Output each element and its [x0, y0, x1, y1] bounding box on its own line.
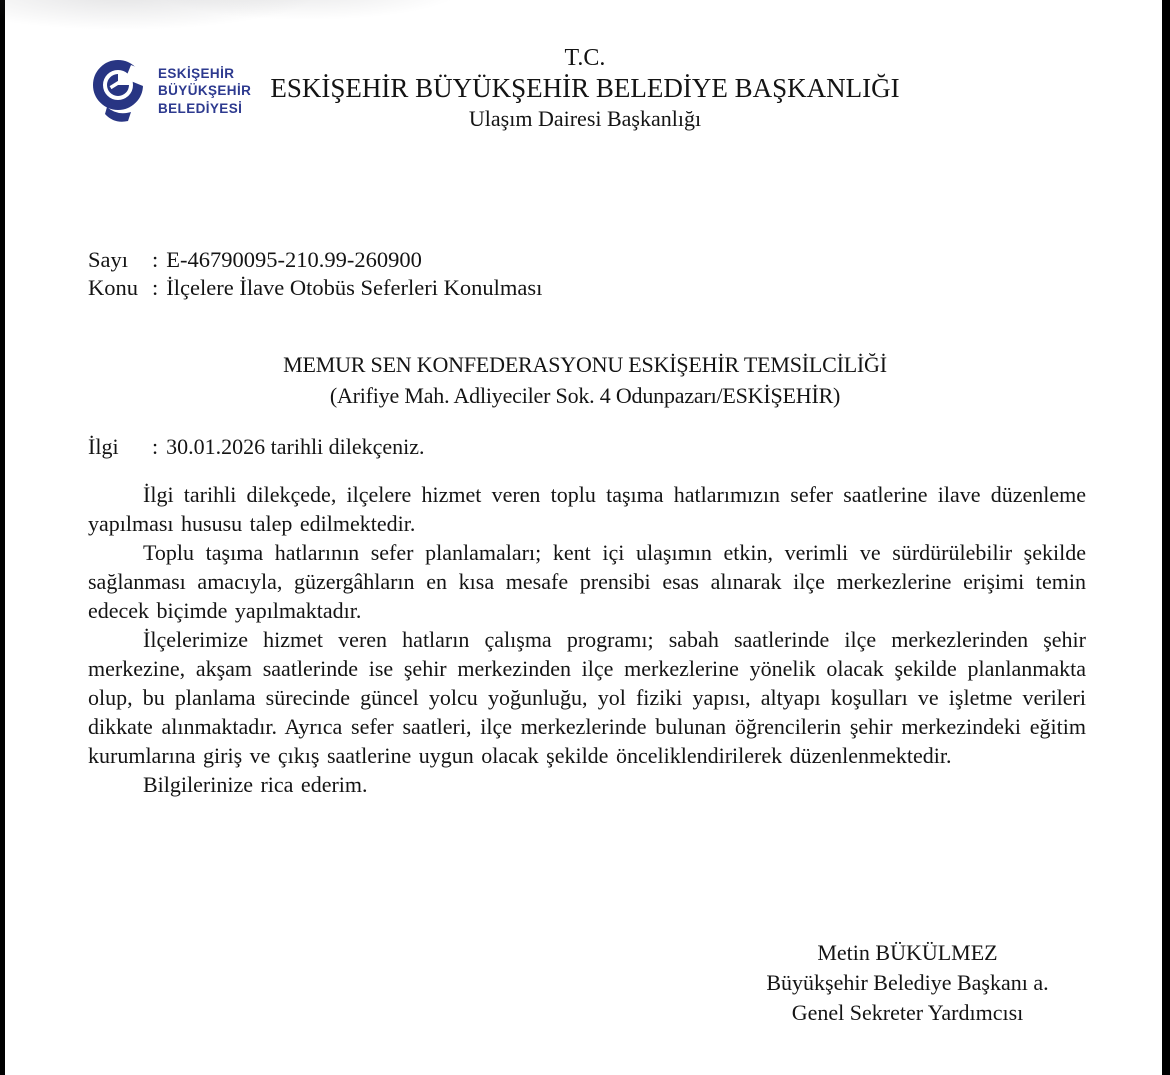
document-meta — [88, 246, 542, 302]
recipient-address: (Arifiye Mah. Adliyeciler Sok. 4 Odunpazarı/ESKİŞEHİR) — [329, 383, 841, 408]
signatory-name: Metin BÜKÜLMEZ — [817, 940, 998, 965]
scan-artifact-left-edge — [0, 0, 5, 1075]
konu-value: İlçelere İlave Otobüs Seferleri Konulması — [166, 275, 543, 300]
signatory-title1: Büyükşehir Belediye Başkanı a. — [766, 970, 1049, 995]
department-subtitle: Ulaşım Dairesi Başkanlığı — [468, 106, 702, 131]
konu-label: Konu — [88, 275, 138, 300]
ilgi-value: 30.01.2026 tarihli dilekçeniz. — [166, 434, 425, 459]
recipient-name: MEMUR SEN KONFEDERASYONU ESKİŞEHİR TEMSİLCİLİĞİ — [283, 352, 887, 377]
body-paragraph: Toplu taşıma hatlarının sefer planlamaları; kent içi ulaşımın etkin, verimli ve sürdürülebilir şekilde sağlanması amacıyla, güzergâhların en kısa mesafe prensibi esas alınarak ilçe merkezlerine erişimi temin edecek biçimde yapılmaktadır. — [88, 540, 1086, 623]
sayi-row — [88, 246, 542, 274]
sayi-separator: : — [152, 247, 159, 272]
closing-line: Bilgilerinize rica ederim. — [143, 772, 368, 797]
logo-text-line2: BÜYÜKŞEHİR — [158, 83, 252, 99]
body-paragraph: İlgi tarihli dilekçede, ilçelere hizmet veren toplu taşıma hatlarımızın sefer saatlerine ilave düzenleme yapılması hususu talep edilmektedir. — [88, 482, 1086, 536]
logo-text-line3: BELEDİYESİ — [158, 100, 243, 116]
signatory-title2: Genel Sekreter Yardımcısı — [791, 1000, 1024, 1025]
letter-body — [88, 480, 1086, 799]
scan-shadow-artifact — [0, 0, 560, 40]
konu-row — [88, 274, 542, 302]
reference-row — [88, 433, 425, 461]
sayi-label: Sayı — [88, 247, 129, 272]
body-paragraph: İlçelerimize hizmet veren hatların çalışma programı; sabah saatlerinde ilçe merkezlerinden şehir merkezine, akşam saatlerinde ise şehir merkezinden ilçe merkezlerine yönelik olacak şekilde planlanmakta olup, bu planlama sürecinde güncel yolcu yoğunluğu, yol fiziki yapısı, altyapı koşulları ve işletme verileri dikkate alınmaktadır. Ayrıca sefer saatleri, ilçe merkezlerinde bulunan öğrencilerin şehir merkezindeki eğitim kurumlarına giriş ve çıkış saatlerine uygun olacak şekilde önceliklendirilerek düzenlenmektedir. — [88, 627, 1086, 768]
signature-block — [645, 938, 1170, 1028]
recipient-block — [0, 349, 1170, 411]
sayi-value: E-46790095-210.99-260900 — [166, 247, 422, 272]
scan-artifact-right-edge — [1162, 0, 1170, 1075]
ilgi-label: İlgi — [88, 434, 119, 459]
konu-separator: : — [152, 275, 159, 300]
logo-text-line1: ESKİŞEHİR — [158, 65, 235, 81]
organization-title: ESKİŞEHİR BÜYÜKŞEHİR BELEDİYE BAŞKANLIĞI — [270, 73, 900, 103]
letterhead — [0, 44, 1170, 133]
ilgi-separator: : — [152, 434, 159, 459]
state-abbreviation: T.C. — [564, 45, 606, 71]
